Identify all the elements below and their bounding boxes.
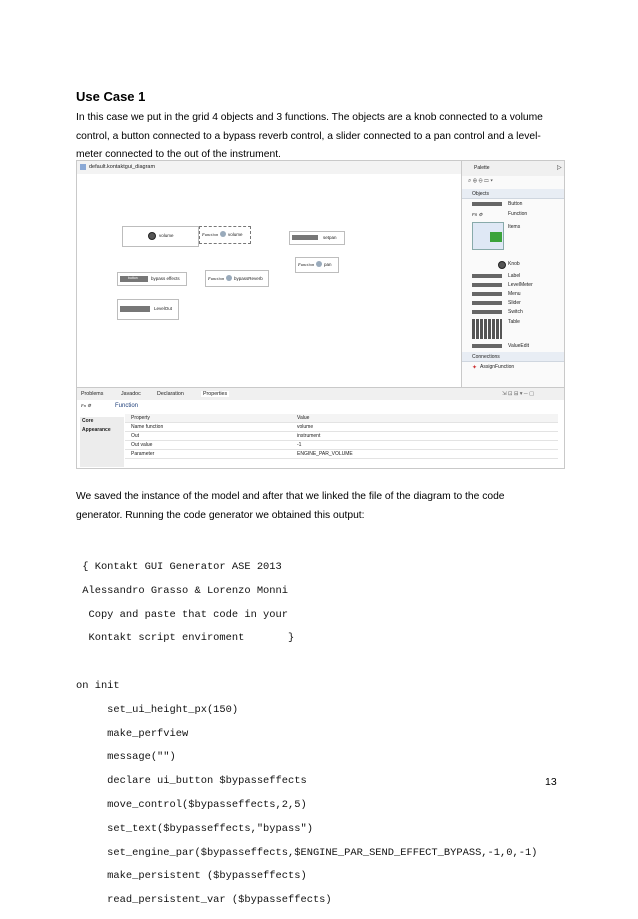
code-line: set_engine_par($bypasseffects,$ENGINE_PAR_SEND_EFFECT_BYPASS,-1,0,-1) bbox=[76, 846, 538, 859]
palette-item-label: Knob bbox=[508, 261, 520, 267]
function-node-bypass[interactable] bbox=[205, 270, 269, 287]
function-label: Function bbox=[208, 276, 225, 281]
palette-item-button[interactable] bbox=[470, 200, 562, 209]
palette-item-switch[interactable] bbox=[470, 308, 562, 317]
button-label: bypass effects bbox=[151, 276, 180, 281]
palette-item-label: LevelMeter bbox=[508, 282, 533, 288]
code-line: set_ui_height_px(150) bbox=[76, 703, 239, 716]
palette-item-items[interactable] bbox=[470, 220, 562, 250]
palette-item-label: Items bbox=[508, 224, 521, 230]
green-arrow-icon bbox=[490, 232, 502, 242]
properties-view bbox=[77, 400, 564, 468]
tab-problems[interactable]: Problems bbox=[81, 391, 104, 397]
bottom-tab-bar bbox=[77, 387, 564, 401]
tab-javadoc[interactable]: Javadoc bbox=[121, 391, 141, 397]
function-icon: Fn ⚙ bbox=[472, 212, 483, 217]
code-line bbox=[76, 657, 537, 669]
function-label: Function bbox=[202, 232, 219, 237]
slider-node[interactable] bbox=[289, 231, 345, 245]
property-name: Out value bbox=[131, 442, 153, 448]
menu-icon bbox=[472, 292, 502, 296]
palette-item-label: Function bbox=[508, 211, 528, 217]
connections-header-label: Connections bbox=[472, 354, 500, 360]
table-header bbox=[125, 414, 558, 423]
code-line: Copy and paste that code in your bbox=[76, 608, 289, 621]
levelmeter-bar-icon bbox=[120, 306, 150, 312]
intro-line: In this case we put in the grid 4 objects and 3 functions. The objects are a knob connected to a volume bbox=[76, 112, 543, 123]
table-row[interactable] bbox=[125, 423, 558, 432]
property-value[interactable]: volume bbox=[297, 424, 314, 430]
table-row[interactable] bbox=[125, 432, 558, 441]
palette-item-levelmeter[interactable] bbox=[470, 281, 562, 290]
levelmeter-icon bbox=[472, 283, 502, 287]
palette-item-label: Slider bbox=[508, 300, 521, 306]
code-listing bbox=[76, 550, 537, 919]
code-line: make_persistent ($bypasseffects) bbox=[76, 870, 307, 883]
palette-panel bbox=[461, 161, 565, 396]
column-header-value: Value bbox=[297, 415, 310, 421]
connection-icon: ✦ bbox=[472, 365, 478, 371]
palette-item-valueedit[interactable] bbox=[470, 342, 562, 351]
palette-title: Palette bbox=[474, 165, 490, 171]
generator-line: generator. Running the code generator we obtained this output: bbox=[76, 509, 365, 521]
tab-declaration[interactable]: Declaration bbox=[157, 391, 184, 397]
valueedit-icon bbox=[472, 344, 502, 348]
slider-icon bbox=[472, 301, 502, 305]
knob-node[interactable] bbox=[122, 226, 199, 247]
palette-item-assignfunction[interactable] bbox=[470, 363, 562, 372]
intro-paragraph bbox=[76, 109, 563, 165]
property-value[interactable]: -1 bbox=[297, 442, 302, 448]
palette-item-knob[interactable] bbox=[470, 260, 562, 269]
gear-icon bbox=[226, 275, 232, 281]
objects-drawer-header[interactable] bbox=[462, 189, 565, 199]
code-line: message("") bbox=[76, 751, 176, 764]
table-row[interactable] bbox=[125, 450, 558, 459]
function-node-pan[interactable] bbox=[295, 257, 339, 273]
property-value[interactable]: ENGINE_PAR_VOLUME bbox=[297, 451, 353, 457]
property-name: Name function bbox=[131, 424, 164, 430]
table-icon bbox=[472, 319, 502, 339]
palette-item-label: Label bbox=[508, 273, 521, 279]
property-value[interactable]: instrument bbox=[297, 433, 321, 439]
intro-line: control, a button connected to a bypass reverb control, a slider connected to a pan control and a level- bbox=[76, 130, 541, 142]
code-line: declare ui_button $bypasseffects bbox=[76, 775, 307, 788]
code-line: { Kontakt GUI Generator ASE 2013 bbox=[76, 560, 282, 573]
palette-item-menu[interactable] bbox=[470, 290, 562, 299]
function-icon: Fn ⚙ bbox=[81, 403, 92, 408]
slider-label: setpan bbox=[323, 235, 337, 240]
connections-drawer-header[interactable] bbox=[462, 352, 565, 362]
function-value: bypassReverb bbox=[234, 276, 263, 281]
properties-sidebar bbox=[80, 417, 124, 467]
property-name: Out bbox=[131, 433, 140, 439]
gear-icon bbox=[316, 261, 322, 267]
slider-bar-icon bbox=[292, 235, 318, 240]
diagram-canvas[interactable] bbox=[77, 174, 461, 396]
function-label: Function bbox=[298, 262, 315, 267]
table-row[interactable] bbox=[125, 441, 558, 450]
palette-item-label[interactable] bbox=[470, 272, 562, 281]
palette-item-label: Menu bbox=[508, 291, 521, 297]
knob-icon bbox=[148, 232, 156, 240]
palette-tools-icon[interactable]: ⌕ ⊕ ⊖ ▭ ▾ bbox=[468, 178, 493, 184]
section-heading: Use Case 1 bbox=[76, 89, 146, 104]
knob-label: volume bbox=[159, 233, 174, 238]
function-value: pan bbox=[324, 262, 332, 267]
tab-core[interactable]: Core bbox=[82, 418, 94, 424]
tab-appearance[interactable]: Appearance bbox=[82, 427, 111, 433]
switch-icon bbox=[472, 310, 502, 314]
editor-tab-label[interactable]: default.kontaktgui_diagram bbox=[89, 164, 156, 170]
code-line: make_perfview bbox=[76, 727, 189, 740]
button-icon bbox=[472, 202, 502, 206]
palette-item-label: Switch bbox=[508, 309, 523, 315]
property-name: Parameter bbox=[131, 451, 155, 457]
palette-item-label: Table bbox=[508, 319, 520, 325]
generator-line: We saved the instance of the model and after that we linked the file of the diagram to the code bbox=[76, 491, 505, 502]
palette-item-slider[interactable] bbox=[470, 299, 562, 308]
code-line: move_control($bypasseffects,2,5) bbox=[76, 799, 307, 812]
tab-properties[interactable]: Properties bbox=[203, 391, 228, 397]
column-header-property: Property bbox=[131, 415, 150, 421]
page-number: 13 bbox=[545, 776, 557, 788]
levelmeter-label: LevelOut bbox=[154, 306, 173, 311]
button-small-label: button bbox=[128, 276, 138, 280]
diagram-screenshot bbox=[76, 160, 565, 469]
button-node[interactable] bbox=[117, 272, 187, 286]
palette-item-table[interactable] bbox=[470, 317, 562, 341]
code-line: on init bbox=[76, 679, 120, 692]
palette-item-label: ValueEdit bbox=[508, 343, 530, 349]
properties-title: Function bbox=[115, 403, 139, 409]
view-toolbar-icon[interactable]: ⇲ ⊡ ⊟ ▾ ─ ▢ bbox=[502, 391, 535, 397]
palette-item-function[interactable] bbox=[470, 210, 562, 219]
expand-arrow-icon[interactable]: ▷ bbox=[557, 165, 562, 171]
intro-line: meter connected to the out of the instrument. bbox=[76, 149, 281, 160]
label-icon bbox=[472, 274, 502, 278]
palette-item-label: AssignFunction bbox=[480, 364, 515, 370]
code-line: Alessandro Grasso & Lorenzo Monni bbox=[76, 584, 289, 597]
code-line: read_persistent_var ($bypasseffects) bbox=[76, 894, 332, 907]
diagram-file-icon bbox=[80, 164, 86, 170]
gear-icon bbox=[220, 231, 226, 237]
function-value: volume bbox=[228, 232, 243, 237]
palette-item-label: Button bbox=[508, 201, 523, 207]
editor-tab-bar bbox=[77, 161, 461, 175]
function-node-volume[interactable] bbox=[199, 226, 251, 244]
code-line: set_text($bypasseffects,"bypass") bbox=[76, 822, 313, 835]
levelmeter-node[interactable] bbox=[117, 299, 179, 320]
code-line: Kontakt script enviroment } bbox=[76, 632, 295, 645]
objects-header-label: Objects bbox=[472, 191, 489, 197]
palette-title-bar bbox=[462, 161, 565, 176]
knob-icon bbox=[498, 261, 506, 269]
generator-paragraph bbox=[76, 488, 563, 525]
